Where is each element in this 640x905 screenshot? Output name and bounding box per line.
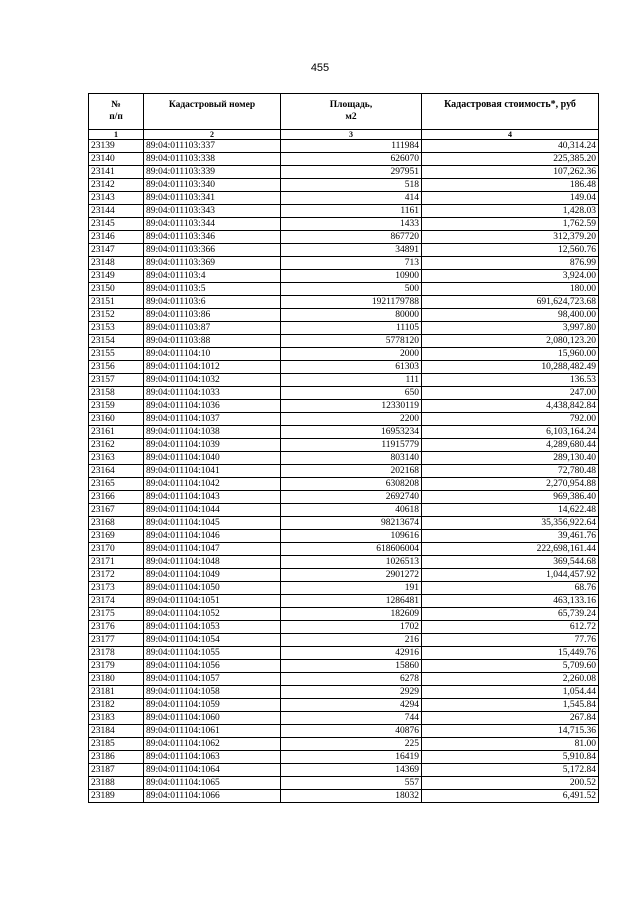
cell-cadastral-value: 186.48 <box>422 179 599 192</box>
cell-cadastral-number: 89:04:011104:1053 <box>144 621 281 634</box>
cell-area: 18032 <box>281 790 422 803</box>
cell-row-number: 23140 <box>89 153 144 166</box>
cell-cadastral-value: 691,624,723.68 <box>422 296 599 309</box>
cell-area: 98213674 <box>281 517 422 530</box>
cell-cadastral-value: 2,080,123.20 <box>422 335 599 348</box>
cell-area: 16953234 <box>281 426 422 439</box>
cell-cadastral-number: 89:04:011103:366 <box>144 244 281 257</box>
cell-cadastral-value: 463,133.16 <box>422 595 599 608</box>
cell-area: 803140 <box>281 452 422 465</box>
cell-row-number: 23161 <box>89 426 144 439</box>
table-row <box>89 153 599 166</box>
cell-area: 80000 <box>281 309 422 322</box>
cell-cadastral-value: 876.99 <box>422 257 599 270</box>
cell-cadastral-value: 792.00 <box>422 413 599 426</box>
cell-row-number: 23166 <box>89 491 144 504</box>
cell-area: 2200 <box>281 413 422 426</box>
cell-cadastral-number: 89:04:011104:1064 <box>144 764 281 777</box>
cell-row-number: 23181 <box>89 686 144 699</box>
cell-cadastral-number: 89:04:011104:1049 <box>144 569 281 582</box>
cell-row-number: 23168 <box>89 517 144 530</box>
table-row <box>89 205 599 218</box>
table-row <box>89 283 599 296</box>
cell-row-number: 23156 <box>89 361 144 374</box>
table-row <box>89 335 599 348</box>
cell-row-number: 23188 <box>89 777 144 790</box>
cell-area: 6278 <box>281 673 422 686</box>
cell-area: 182609 <box>281 608 422 621</box>
table-row <box>89 491 599 504</box>
cell-area: 1026513 <box>281 556 422 569</box>
cell-area: 867720 <box>281 231 422 244</box>
table-row <box>89 504 599 517</box>
cell-row-number: 23144 <box>89 205 144 218</box>
cell-row-number: 23154 <box>89 335 144 348</box>
cell-cadastral-number: 89:04:011104:1043 <box>144 491 281 504</box>
cell-row-number: 23167 <box>89 504 144 517</box>
cell-row-number: 23149 <box>89 270 144 283</box>
cell-area: 1433 <box>281 218 422 231</box>
cell-area: 40876 <box>281 725 422 738</box>
cell-area: 11915779 <box>281 439 422 452</box>
table-row <box>89 374 599 387</box>
cell-cadastral-value: 12,560.76 <box>422 244 599 257</box>
cell-cadastral-value: 68.76 <box>422 582 599 595</box>
cell-cadastral-number: 89:04:011103:343 <box>144 205 281 218</box>
cell-cadastral-number: 89:04:011103:86 <box>144 309 281 322</box>
cell-cadastral-value: 312,379.20 <box>422 231 599 244</box>
cell-area: 744 <box>281 712 422 725</box>
cadastral-value-table <box>88 93 599 803</box>
header-row-number: № п/п <box>89 94 144 130</box>
cell-cadastral-value: 35,356,922.64 <box>422 517 599 530</box>
cell-row-number: 23172 <box>89 569 144 582</box>
cell-area: 225 <box>281 738 422 751</box>
cell-area: 61303 <box>281 361 422 374</box>
cell-cadastral-number: 89:04:011104:1061 <box>144 725 281 738</box>
cell-area: 4294 <box>281 699 422 712</box>
cell-cadastral-value: 1,044,457.92 <box>422 569 599 582</box>
table-row <box>89 777 599 790</box>
cell-cadastral-number: 89:04:011103:341 <box>144 192 281 205</box>
cell-row-number: 23158 <box>89 387 144 400</box>
table-row <box>89 309 599 322</box>
cell-cadastral-number: 89:04:011104:1037 <box>144 413 281 426</box>
cell-cadastral-value: 222,698,161.44 <box>422 543 599 556</box>
cell-area: 626070 <box>281 153 422 166</box>
cell-cadastral-number: 89:04:011104:1065 <box>144 777 281 790</box>
cell-cadastral-number: 89:04:011104:10 <box>144 348 281 361</box>
cell-row-number: 23179 <box>89 660 144 673</box>
table-row <box>89 478 599 491</box>
cell-cadastral-value: 1,545.84 <box>422 699 599 712</box>
cell-row-number: 23143 <box>89 192 144 205</box>
cell-row-number: 23162 <box>89 439 144 452</box>
cell-row-number: 23183 <box>89 712 144 725</box>
cell-area: 1286481 <box>281 595 422 608</box>
cell-cadastral-number: 89:04:011103:340 <box>144 179 281 192</box>
cell-area: 42916 <box>281 647 422 660</box>
cell-cadastral-number: 89:04:011104:1038 <box>144 426 281 439</box>
cell-cadastral-number: 89:04:011103:87 <box>144 322 281 335</box>
table-row <box>89 166 599 179</box>
table-row <box>89 530 599 543</box>
cell-cadastral-value: 81.00 <box>422 738 599 751</box>
header-cadastral-value: Кадастровая стоимость*, руб <box>422 94 599 130</box>
cell-area: 12330119 <box>281 400 422 413</box>
cell-row-number: 23175 <box>89 608 144 621</box>
cell-cadastral-number: 89:04:011104:1046 <box>144 530 281 543</box>
cell-area: 297951 <box>281 166 422 179</box>
cell-cadastral-value: 14,715.36 <box>422 725 599 738</box>
cell-area: 618606004 <box>281 543 422 556</box>
cell-cadastral-value: 39,461.76 <box>422 530 599 543</box>
cell-row-number: 23184 <box>89 725 144 738</box>
table-row <box>89 439 599 452</box>
cell-area: 1921179788 <box>281 296 422 309</box>
table-row <box>89 686 599 699</box>
cell-cadastral-number: 89:04:011104:1050 <box>144 582 281 595</box>
table-row <box>89 387 599 400</box>
cell-cadastral-value: 200.52 <box>422 777 599 790</box>
cell-cadastral-number: 89:04:011103:369 <box>144 257 281 270</box>
cell-row-number: 23180 <box>89 673 144 686</box>
table-row <box>89 621 599 634</box>
cell-area: 518 <box>281 179 422 192</box>
cell-cadastral-number: 89:04:011104:1044 <box>144 504 281 517</box>
cell-cadastral-value: 77.76 <box>422 634 599 647</box>
table-row <box>89 361 599 374</box>
cell-cadastral-number: 89:04:011104:1066 <box>144 790 281 803</box>
cell-area: 11105 <box>281 322 422 335</box>
column-number-4: 4 <box>422 130 599 140</box>
table-row <box>89 452 599 465</box>
cell-area: 713 <box>281 257 422 270</box>
cell-cadastral-value: 149.04 <box>422 192 599 205</box>
cell-cadastral-number: 89:04:011104:1042 <box>144 478 281 491</box>
column-number-row <box>89 130 599 140</box>
table-row <box>89 712 599 725</box>
page-number: 455 <box>310 62 330 74</box>
table-row <box>89 517 599 530</box>
cell-row-number: 23139 <box>89 140 144 153</box>
cell-cadastral-number: 89:04:011104:1047 <box>144 543 281 556</box>
cell-area: 40618 <box>281 504 422 517</box>
cell-cadastral-number: 89:04:011104:1058 <box>144 686 281 699</box>
cell-cadastral-value: 3,924.00 <box>422 270 599 283</box>
cell-area: 2901272 <box>281 569 422 582</box>
cell-row-number: 23163 <box>89 452 144 465</box>
table-row <box>89 465 599 478</box>
cell-row-number: 23176 <box>89 621 144 634</box>
cell-row-number: 23187 <box>89 764 144 777</box>
cell-area: 10900 <box>281 270 422 283</box>
cell-row-number: 23177 <box>89 634 144 647</box>
cell-row-number: 23164 <box>89 465 144 478</box>
cell-area: 15860 <box>281 660 422 673</box>
cell-row-number: 23151 <box>89 296 144 309</box>
cell-area: 414 <box>281 192 422 205</box>
cell-area: 500 <box>281 283 422 296</box>
table-row <box>89 218 599 231</box>
cell-cadastral-value: 65,739.24 <box>422 608 599 621</box>
cell-row-number: 23169 <box>89 530 144 543</box>
cell-row-number: 23165 <box>89 478 144 491</box>
table-row <box>89 569 599 582</box>
cell-cadastral-value: 136.53 <box>422 374 599 387</box>
cell-cadastral-value: 107,262.36 <box>422 166 599 179</box>
table-row <box>89 790 599 803</box>
cell-row-number: 23148 <box>89 257 144 270</box>
cell-cadastral-value: 5,709.60 <box>422 660 599 673</box>
table-row <box>89 322 599 335</box>
cell-cadastral-value: 4,289,680.44 <box>422 439 599 452</box>
cell-row-number: 23185 <box>89 738 144 751</box>
cell-row-number: 23174 <box>89 595 144 608</box>
table-row <box>89 257 599 270</box>
cell-cadastral-number: 89:04:011103:346 <box>144 231 281 244</box>
cell-cadastral-value: 225,385.20 <box>422 153 599 166</box>
cell-cadastral-number: 89:04:011104:1055 <box>144 647 281 660</box>
cell-row-number: 23155 <box>89 348 144 361</box>
cell-area: 34891 <box>281 244 422 257</box>
cell-area: 2692740 <box>281 491 422 504</box>
cell-row-number: 23171 <box>89 556 144 569</box>
table-row <box>89 699 599 712</box>
cell-cadastral-value: 969,386.40 <box>422 491 599 504</box>
table-row <box>89 192 599 205</box>
cell-row-number: 23147 <box>89 244 144 257</box>
cell-cadastral-value: 5,910.84 <box>422 751 599 764</box>
cell-cadastral-number: 89:04:011104:1056 <box>144 660 281 673</box>
table-row <box>89 296 599 309</box>
cell-area: 109616 <box>281 530 422 543</box>
cell-cadastral-value: 15,449.76 <box>422 647 599 660</box>
cell-area: 650 <box>281 387 422 400</box>
table-row <box>89 764 599 777</box>
table-row <box>89 582 599 595</box>
cell-cadastral-value: 40,314.24 <box>422 140 599 153</box>
cell-area: 6308208 <box>281 478 422 491</box>
cell-cadastral-number: 89:04:011103:338 <box>144 153 281 166</box>
column-number-1: 1 <box>89 130 144 140</box>
cell-cadastral-value: 98,400.00 <box>422 309 599 322</box>
cell-cadastral-value: 3,997.80 <box>422 322 599 335</box>
table-row <box>89 647 599 660</box>
cell-cadastral-number: 89:04:011104:1048 <box>144 556 281 569</box>
cell-row-number: 23150 <box>89 283 144 296</box>
cell-cadastral-number: 89:04:011104:1062 <box>144 738 281 751</box>
cell-cadastral-value: 10,288,482.49 <box>422 361 599 374</box>
cell-area: 1702 <box>281 621 422 634</box>
table-row <box>89 556 599 569</box>
cell-row-number: 23186 <box>89 751 144 764</box>
cell-area: 1161 <box>281 205 422 218</box>
cell-row-number: 23178 <box>89 647 144 660</box>
table-row <box>89 426 599 439</box>
cell-cadastral-value: 267.84 <box>422 712 599 725</box>
table-row <box>89 270 599 283</box>
cell-area: 191 <box>281 582 422 595</box>
cell-cadastral-number: 89:04:011104:1057 <box>144 673 281 686</box>
cell-cadastral-number: 89:04:011104:1039 <box>144 439 281 452</box>
table-row <box>89 543 599 556</box>
cell-area: 202168 <box>281 465 422 478</box>
table-row <box>89 348 599 361</box>
header-area: Площадь, м2 <box>281 94 422 130</box>
table-row <box>89 400 599 413</box>
table-row <box>89 725 599 738</box>
cell-row-number: 23160 <box>89 413 144 426</box>
cell-area: 2000 <box>281 348 422 361</box>
cell-cadastral-value: 6,103,164.24 <box>422 426 599 439</box>
cell-cadastral-number: 89:04:011104:1054 <box>144 634 281 647</box>
cell-row-number: 23182 <box>89 699 144 712</box>
cell-row-number: 23189 <box>89 790 144 803</box>
cell-cadastral-number: 89:04:011104:1040 <box>144 452 281 465</box>
column-number-3: 3 <box>281 130 422 140</box>
cell-cadastral-number: 89:04:011104:1060 <box>144 712 281 725</box>
table-row <box>89 660 599 673</box>
cell-row-number: 23159 <box>89 400 144 413</box>
cell-cadastral-value: 1,428.03 <box>422 205 599 218</box>
cell-area: 111 <box>281 374 422 387</box>
cell-cadastral-value: 2,260.08 <box>422 673 599 686</box>
cell-row-number: 23141 <box>89 166 144 179</box>
cell-row-number: 23145 <box>89 218 144 231</box>
cell-cadastral-number: 89:04:011104:1051 <box>144 595 281 608</box>
cell-cadastral-number: 89:04:011103:337 <box>144 140 281 153</box>
cell-cadastral-value: 612.72 <box>422 621 599 634</box>
column-number-2: 2 <box>144 130 281 140</box>
cell-area: 216 <box>281 634 422 647</box>
cell-cadastral-value: 15,960.00 <box>422 348 599 361</box>
cell-cadastral-number: 89:04:011104:1012 <box>144 361 281 374</box>
cell-area: 2929 <box>281 686 422 699</box>
table-row <box>89 634 599 647</box>
table-row <box>89 179 599 192</box>
cell-cadastral-value: 247.00 <box>422 387 599 400</box>
cell-row-number: 23157 <box>89 374 144 387</box>
table-row <box>89 608 599 621</box>
cell-area: 14369 <box>281 764 422 777</box>
cell-cadastral-number: 89:04:011103:88 <box>144 335 281 348</box>
cell-row-number: 23173 <box>89 582 144 595</box>
cell-cadastral-number: 89:04:011103:6 <box>144 296 281 309</box>
cell-cadastral-number: 89:04:011103:344 <box>144 218 281 231</box>
cell-area: 557 <box>281 777 422 790</box>
table-row <box>89 595 599 608</box>
cell-cadastral-number: 89:04:011104:1059 <box>144 699 281 712</box>
cell-cadastral-value: 1,762.59 <box>422 218 599 231</box>
table-row <box>89 140 599 153</box>
table-row <box>89 673 599 686</box>
table-row <box>89 244 599 257</box>
cell-cadastral-number: 89:04:011104:1041 <box>144 465 281 478</box>
cell-cadastral-number: 89:04:011103:4 <box>144 270 281 283</box>
cell-area: 111984 <box>281 140 422 153</box>
cell-cadastral-value: 6,491.52 <box>422 790 599 803</box>
cell-cadastral-number: 89:04:011103:339 <box>144 166 281 179</box>
table-header-row <box>89 94 599 130</box>
cell-row-number: 23170 <box>89 543 144 556</box>
cell-row-number: 23146 <box>89 231 144 244</box>
cell-cadastral-value: 1,054.44 <box>422 686 599 699</box>
table-row <box>89 413 599 426</box>
cell-cadastral-value: 2,270,954.88 <box>422 478 599 491</box>
cell-cadastral-value: 5,172.84 <box>422 764 599 777</box>
cell-cadastral-value: 72,780.48 <box>422 465 599 478</box>
table-row <box>89 751 599 764</box>
cell-cadastral-number: 89:04:011104:1033 <box>144 387 281 400</box>
table-body <box>89 130 599 803</box>
table-row <box>89 738 599 751</box>
cell-cadastral-number: 89:04:011104:1045 <box>144 517 281 530</box>
cell-cadastral-number: 89:04:011104:1036 <box>144 400 281 413</box>
cell-cadastral-number: 89:04:011104:1052 <box>144 608 281 621</box>
table-row <box>89 231 599 244</box>
cell-row-number: 23153 <box>89 322 144 335</box>
cell-cadastral-value: 180.00 <box>422 283 599 296</box>
cell-row-number: 23142 <box>89 179 144 192</box>
cell-cadastral-number: 89:04:011103:5 <box>144 283 281 296</box>
cell-cadastral-number: 89:04:011104:1063 <box>144 751 281 764</box>
cell-cadastral-value: 14,622.48 <box>422 504 599 517</box>
cell-cadastral-value: 289,130.40 <box>422 452 599 465</box>
cell-row-number: 23152 <box>89 309 144 322</box>
cell-area: 5778120 <box>281 335 422 348</box>
cell-cadastral-value: 4,438,842.84 <box>422 400 599 413</box>
cell-cadastral-value: 369,544.68 <box>422 556 599 569</box>
cell-area: 16419 <box>281 751 422 764</box>
header-cadastral-number: Кадастровый номер <box>144 94 281 130</box>
cell-cadastral-number: 89:04:011104:1032 <box>144 374 281 387</box>
